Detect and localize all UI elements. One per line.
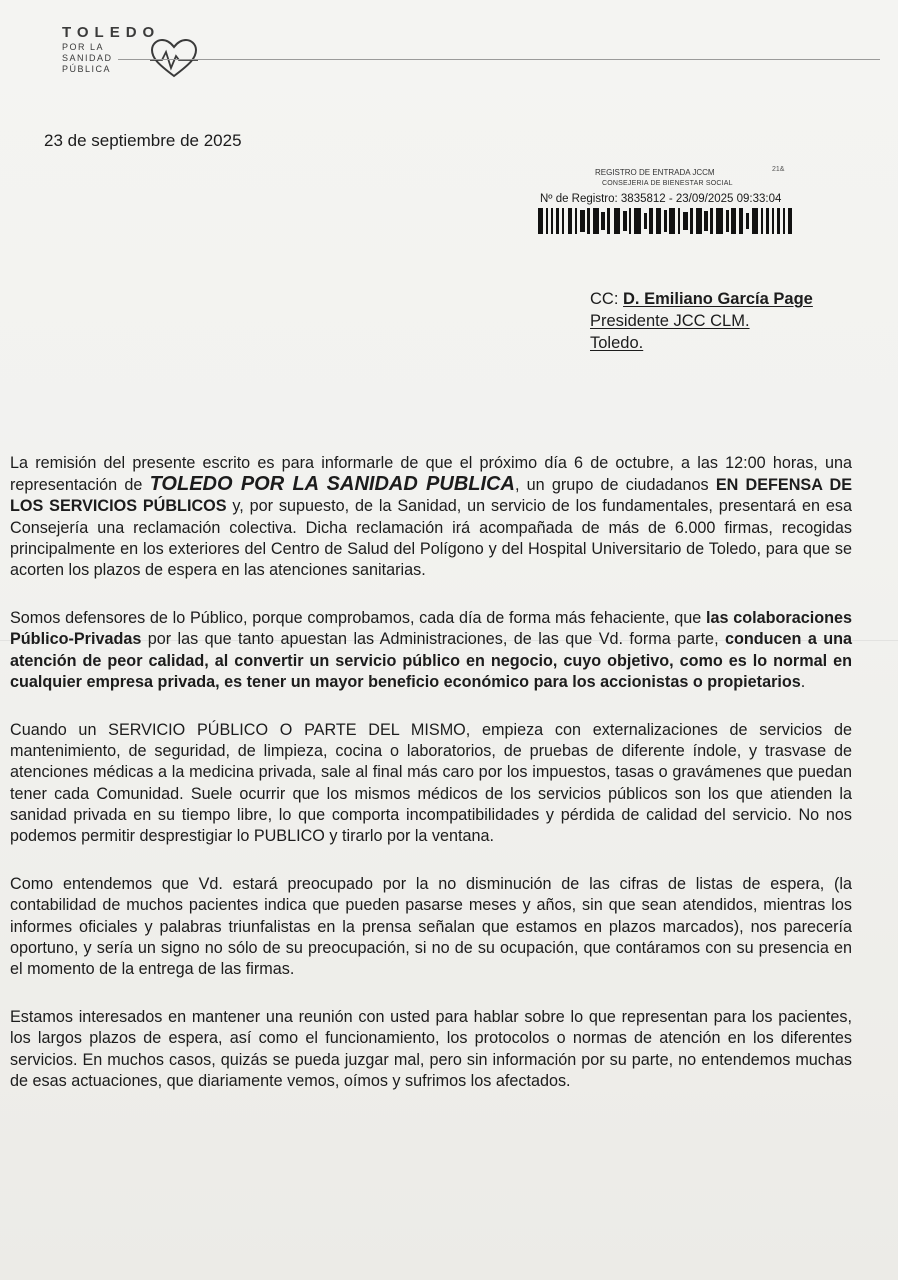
letter-body — [10, 453, 852, 1092]
paragraph-text: , un grupo de ciudadanos — [514, 476, 716, 495]
logo-title: TOLEDO — [62, 24, 161, 41]
paragraph-3: Cuando un SERVICIO PÚBLICO O PARTE DEL MISMO, empieza con externalizaciones de servicios de mantenimiento, de seguridad, de limpieza, cocina o laboratorios, de pruebas de diferente índole, y trasvase de atenciones médicas a la medicina privada, sale al final más caro por los impuestos, tasas o gravámenes que puedan tener cada Comunidad. Suele ocurrir que los mismos médicos de los servicios públicos son los que atienden la sanidad privada en su tiempo libre, lo que comporta incompatibilidades y pérdida de calidad del servicio. No nos podemos permitir desprestigiar lo PUBLICO y tirarlo por la ventana. — [10, 721, 852, 846]
bold-phrase: conducen a una atención de peor calidad, al convertir un servicio público en negocio, cuyo objetivo, como es lo normal en cualquier empresa privada, es tener un mayor beneficio económico para los accionistas o propietarios — [10, 630, 852, 691]
stamp-department: CONSEJERIA DE BIENESTAR SOCIAL — [602, 180, 733, 187]
recipient-city: Toledo. — [590, 334, 644, 352]
paragraph-text: . — [800, 672, 806, 691]
bold-phrase: las colaboraciones Público-Privadas — [10, 609, 852, 649]
paragraph-text: por las que tanto apuestan las Administraciones, de las que Vd. forma parte, — [141, 630, 725, 649]
logo-sub-line: PÚBLICA — [62, 64, 112, 74]
toledo-logo — [60, 24, 210, 84]
paragraph-text: y, por supuesto, de la Sanidad, un servicio de los fundamentales, presentará en esa Consejería una reclamación colectiva. Dicha reclamación irá acompañada de más de 6.000 firmas, recogidas principalmente en los exteriores del Centro de Salud del Polígono y del Hospital Universitario de Toledo, para que se acorten los plazos de espera en las atenciones sanitarias. — [10, 497, 852, 580]
header-rule — [118, 59, 880, 60]
logo-sub-line: SANIDAD — [62, 53, 113, 63]
stamp-registry-number: Nº de Registro: 3835812 - 23/09/2025 09:33:04 — [540, 193, 782, 205]
organization-name: TOLEDO POR LA SANIDAD PUBLICA — [149, 473, 515, 496]
recipient-block — [590, 288, 813, 354]
paragraph-2 — [10, 608, 852, 693]
stamp-code: 21& — [772, 166, 785, 173]
recipient-title: Presidente JCC CLM. — [590, 312, 750, 330]
paragraph-1 — [10, 453, 852, 581]
barcode-icon — [538, 208, 793, 234]
stamp-header: REGISTRO DE ENTRADA JCCM — [595, 168, 715, 177]
letter-date: 23 de septiembre de 2025 — [44, 131, 242, 150]
recipient-name-line — [590, 288, 813, 310]
bold-phrase: EN DEFENSA DE LOS SERVICIOS PÚBLICOS — [10, 476, 853, 516]
paragraph-text: Somos defensores de lo Público, porque comprobamos, cada día de forma más fehaciente, que — [10, 609, 707, 628]
paragraph-text: La remisión del presente escrito es para informarle de que el próximo día 6 de octubre, a las 12:00 horas, una representación de — [10, 454, 852, 495]
registry-stamp — [530, 166, 840, 246]
logo-sub-line: POR LA — [62, 42, 105, 52]
paragraph-5: Estamos interesados en mantener una reunión con usted para hablar sobre lo que representan para los pacientes, los largos plazos de espera, así como el funcionamiento, los protocolos o normas de atención en los diferentes servicios. En muchos casos, quizás se pueda juzgar mal, pero sin información por su parte, no entendemos muchas de esas actuaciones, que diariamente vemos, oímos y sufrimos los afectados. — [10, 1008, 852, 1090]
recipient-name: D. Emiliano García Page — [623, 290, 813, 308]
cc-label: CC: — [590, 290, 619, 308]
paragraph-4: Como entendemos que Vd. estará preocupado por la no disminución de las cifras de listas de espera, (la contabilidad de muchos pacientes indica que pueden pasarse meses y años, sin que sean atendidos, mientras los informes oficiales y palabras triunfalistas en la prensa señalan que estamos en plazos marcados), nos parecería oportuno, y sería un signo no sólo de su preocupación, si no de su ocupación, que contáramos con su presencia en el momento de la entrega de las firmas. — [10, 875, 852, 979]
